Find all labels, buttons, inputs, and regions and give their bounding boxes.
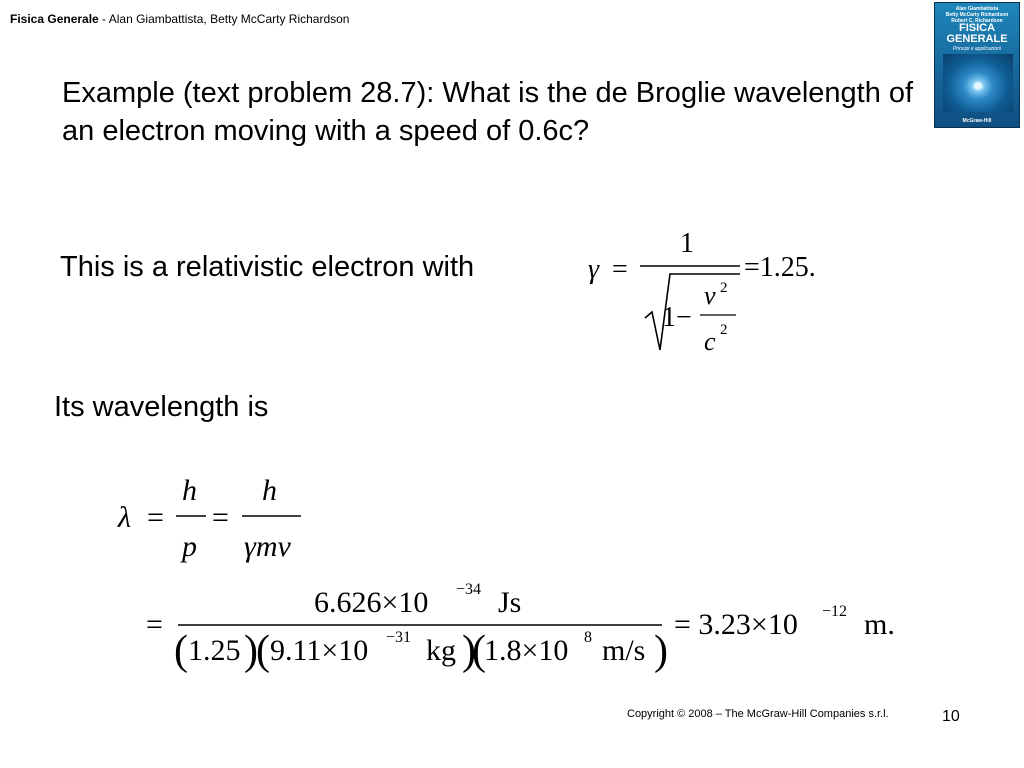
result-unit: m. — [864, 608, 895, 641]
c-symbol: c — [704, 327, 716, 356]
gamma-equals: = — [612, 254, 628, 285]
numerator-exponent: −34 — [456, 581, 482, 598]
numerator-base: 6.626×10 — [314, 586, 429, 619]
gamma-result: =1.25. — [744, 252, 816, 283]
page-number: 10 — [942, 708, 960, 725]
numerator-unit: Js — [498, 586, 522, 619]
denominator-speed-unit: m/s — [602, 634, 646, 667]
v-symbol: v — [704, 281, 716, 310]
numeric-equals: = — [146, 608, 163, 641]
paren-close-3: ) — [654, 628, 668, 674]
cover-publisher: McGraw-Hill — [962, 118, 992, 124]
lambda-equals-1: = — [147, 501, 164, 534]
cover-authors: Alan Giambattista Betty McCarty Richardson Robert C. Richardson — [945, 6, 1009, 24]
book-authors: - Alan Giambattista, Betty McCarty Richardson — [98, 12, 350, 26]
result-exponent: −12 — [822, 603, 848, 620]
p-denominator: p — [182, 530, 197, 563]
lambda-equals-2: = — [212, 501, 229, 534]
denominator-mass-base: 9.11×10 — [270, 634, 369, 667]
denominator-gamma: 1.25 — [188, 634, 241, 667]
paren-open-2: ( — [256, 628, 270, 674]
h-numerator-1: h — [182, 474, 197, 507]
gamma-symbol: γ — [588, 254, 600, 285]
gamma-numerator: 1 — [680, 228, 694, 259]
lambda-symbol: λ — [118, 501, 131, 534]
denominator-speed-base: 1.8×10 — [484, 634, 569, 667]
paren-close-2: ) — [462, 628, 476, 674]
relativistic-text: This is a relativistic electron with — [60, 251, 475, 283]
copyright-text: Copyright © 2008 – The McGraw-Hill Companies s.r.l. — [627, 708, 889, 720]
wavelength-text: Its wavelength is — [54, 391, 269, 423]
h-numerator-2: h — [262, 474, 277, 507]
book-title: Fisica Generale — [10, 12, 99, 26]
question-text: Example (text problem 28.7): What is the de Broglie wavelength of an electron moving with a speed of 0.6c? — [62, 77, 914, 147]
denominator-mass-unit: kg — [426, 634, 456, 667]
v-exponent: 2 — [720, 280, 728, 296]
paren-close-1: ) — [244, 628, 258, 674]
paren-open-3: ( — [472, 628, 486, 674]
c-exponent: 2 — [720, 322, 728, 338]
denominator-speed-exponent: 8 — [584, 629, 592, 646]
cover-title: FISICA GENERALE — [946, 22, 1008, 45]
gamma-mv-denominator: γmv — [244, 530, 291, 563]
result-base: = 3.23×10 — [674, 608, 798, 641]
one-minus: 1− — [662, 302, 692, 333]
paren-open-1: ( — [174, 628, 188, 674]
cover-subtitle: Principi e applicazioni — [952, 46, 1002, 52]
denominator-mass-exponent: −31 — [386, 629, 412, 646]
